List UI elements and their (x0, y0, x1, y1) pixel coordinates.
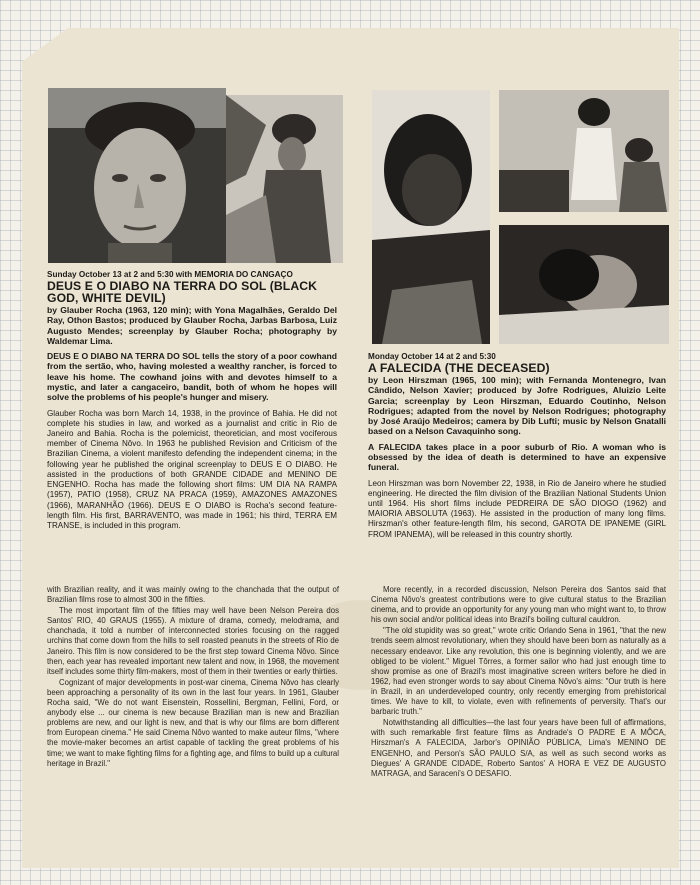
essay-paragraph: with Brazilian reality, and it was mainly owing to the chanchada that the output of Brazilian films rose to almost 300 in the fifties. (47, 585, 339, 605)
film-credits: by Leon Hirszman (1965, 100 min); with Fernanda Montenegro, Ivan Cândido, Nelson Xavier; produced by Jofre Rodrigues, Aluizio Leite Garcia; screenplay by Leon Hirszman, Eduardo Coutinho, Nelson Rodrigues; adapted from the novel by Nelson Rodrigues; photography by José Araújo Medeiros; camera by Dib Lufti; music by Nelson Gnatalli based on a Nelson Cavaquinho song. (368, 375, 666, 437)
man-portrait-image (48, 88, 226, 263)
man-closeup-image (372, 90, 490, 344)
film-credits: by Glauber Rocha (1963, 120 min); with Yona Magalhães, Geraldo Del Ray, Othon Bastos; produced by Glauber Rocha, Jarbas Barbosa, Luiz Augusto Mendes; screenplay by Glauber Rocha; photography by Waldemar Lima. (47, 305, 337, 346)
falecida-top-right-photo (499, 90, 669, 212)
essay-paragraph: More recently, in a recorded discussion, Nelson Pereira dos Santos said that Cinema Nôvo's greatest contributions were to give cultural status to the Brazilian cinema, and to provide an opportunity for any young man who might want to, to throw his own social and/or political ideas into Brazil's boiling cultural cauldron. (371, 585, 666, 625)
essay-paragraph: Notwithstanding all difficulties—the last four years have been full of affirmations, with such remarkable first feature films as Andrade's O PADRE E A MÔCA, Hirszman's A FALECIDA, Jarbor's OPINIÃO PÚBLICA, Lima's MENINO DE ENGENHO, and Person's SÃO PAULO S/A, as well as such second works as Diegues' A GRANDE CIDADE, Roberto Santos' A HORA E VEZ DE AUGUSTO MATRAGA, and Saraceni's O DESAFIO. (371, 718, 666, 778)
essay-left-column (47, 585, 339, 770)
falecida-portrait-photo (372, 90, 490, 344)
essay-paragraph: The most important film of the fifties may well have been Nelson Pereira dos Santos' RIO, 40 GRAUS (1955). A mixture of drama, comedy, melodrama, and chanchada, it told a number of interconnected stories focusing on the ragged urchins that come down from the hills to sell roasted peanuts in the streets of Rio de Janeiro. This film is now considered to be the first step toward Cinema Nôvo. Since then, each year has revealed important new talent and now, in 1968, the movement itself includes some thirty film-makers, most of them in their twenties or early thirties. (47, 606, 339, 676)
deus-scene-photo (226, 95, 343, 263)
film-synopsis: DEUS E O DIABO NA TERRA DO SOL tells the story of a poor cowhand from the sertão, who, having molested a wealthy rancher, is forced to leave his home. The cowhand joins with and devotes himself to a mystic, and later a cangaceiro, bandit, both of whom he hopes will solve the problems of his people's hunger and misery. (47, 351, 337, 403)
deus-listing (47, 270, 337, 531)
essay-paragraph: Cognizant of major developments in post-war cinema, Cinema Nôvo has clearly been approaching a personality of its own in the last four years. In 1961, Glauber Rocha said, "We do not want Eisenstein, Rossellini, Bergman, Fellini, Ford, or anybody else ... our cinema is new because Brazilian man is new and Brazilian problems are new, and our light is new, and that is why our films are born different from European cinema." He said Cinema Nôvo wanted to make auteur films, "where the movie-maker becomes an artist capable of tackling the great problems of his time; we want to make fighting films for a fighting age, and films to build up a cultural heritage in Brazil." (47, 677, 339, 768)
director-bio: Leon Hirszman was born November 22, 1938, in Rio de Janeiro where he studied engineering. He directed the film division of the Brazilian National Students Union until 1964. His short films include PEDREIRA DE SÃO DIOGO (1962) and MAIORIA ABSOLUTA (1963). He assisted in the production of many long films. Hirszman's other feature-length film, his second, GAROTA DE IPANEME (GIRL FROM IPANEMA), will be released in this country shortly. (368, 478, 666, 539)
director-bio: Glauber Rocha was born March 14, 1938, in the province of Bahia. He did not complete his studies in law, and worked as a journalist and critic in Rio de Janeiro and Bahia. Rocha is the polemicist, theoretician, and most vociferous member of Cinema Nôvo. In 1963 he published Revision and Criticism of the Brazilian Cinema, a violent manifesto defending the independent cinema; in the following year he published the original screenplay to DEUS E O DIABO. He assisted in the productions of both GRANDE CIDADE and MENINO DE ENGENHO. Rocha has made the following short films: UM DIA NA RAMPA (1957), PATIO (1958), CRUZ NA PRACA (1959), AMAZONES AMAZONES (1966), MARANHÃO (1966). DEUS E O DIABO is Rocha's second feature-length film. His first, BARRAVENTO, was made in 1961; his third, TERRA EM TRANSE, is included in this program. (47, 408, 337, 530)
essay-right-column (371, 585, 666, 780)
screening-time: Monday October 14 at 2 and 5:30 (368, 352, 496, 361)
essay-paragraph: "The old stupidity was so great," wrote critic Orlando Sena in 1961, "that the new trends seem almost revolutionary, when they should have been born as naturally as a necessary endeavor. Like any revolution, this one is beginning violently, and we are obliged to be violent." Miguel Tôrres, a former sailor who had just enough time to show promise as one of Brazil's most imaginative screen writers before he died in 1962, had even stronger words to say about Cinema Nôvo's aims: "Our truth is here in Brazil, in an underdeveloped country, only recently emerging from prehistorical times. We have to kill, to violate, even with refinements of perversity. That's our barbaric truth." (371, 626, 666, 717)
film-synopsis: A FALECIDA takes place in a poor suburb of Rio. A woman who is obsessed by the idea of death is determined to have an expensive funeral. (368, 441, 666, 473)
woman-lying-image (499, 225, 669, 344)
women-scene-image (499, 90, 669, 212)
falecida-bottom-right-photo (499, 225, 669, 344)
deus-portrait-photo (48, 88, 226, 263)
screening-time: Sunday October 13 at 2 and 5:30 with MEMORIA DO CANGAÇO (47, 270, 293, 279)
cangaceiro-scene-image (226, 95, 343, 263)
falecida-listing (368, 352, 666, 540)
film-title: DEUS E O DIABO NA TERRA DO SOL (BLACK GOD, WHITE DEVIL) (47, 279, 318, 305)
film-title: A FALECIDA (THE DECEASED) (368, 361, 550, 375)
